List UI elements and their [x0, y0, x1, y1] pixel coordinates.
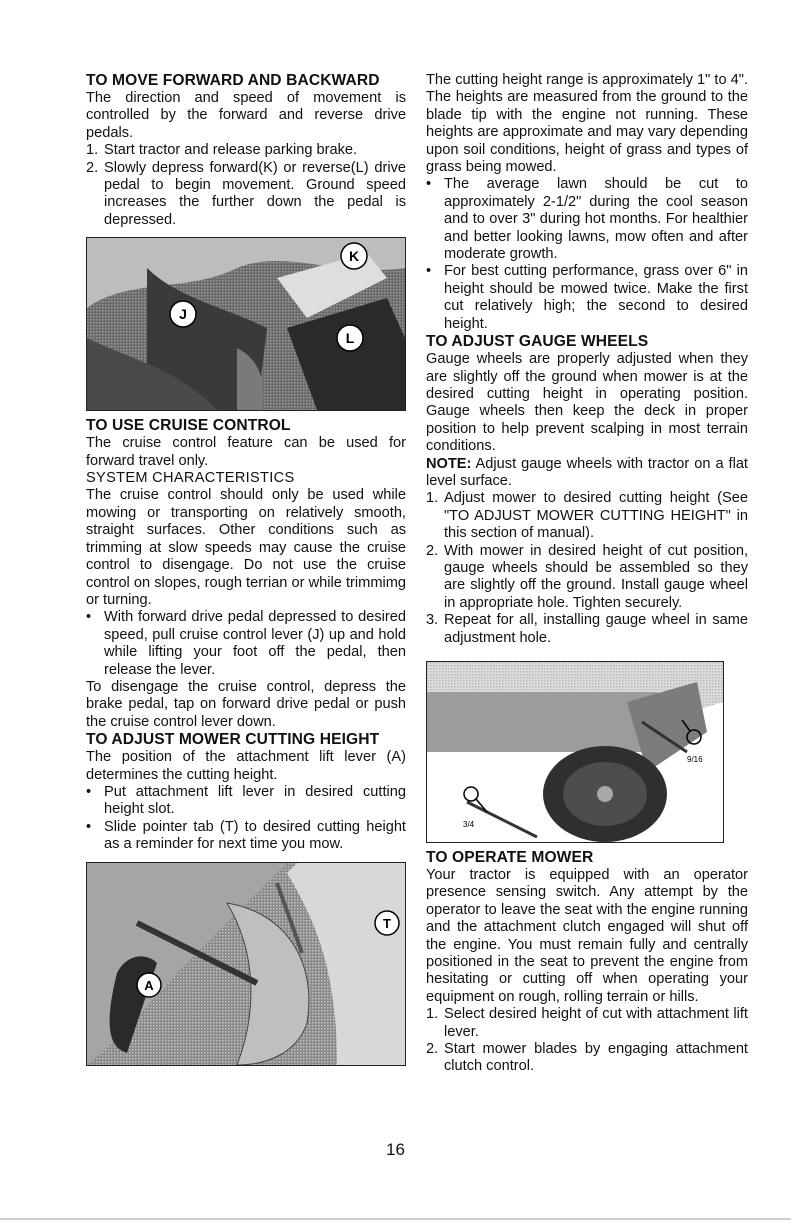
svg-text:L: L	[345, 330, 355, 347]
cruise-disengage-text: To disengage the cruise control, depress the brake pedal, tap on forward drive pedal or push the cruise control lever down.	[86, 678, 406, 730]
list-item: • The average lawn should be cut to approximately 2-1/2" during the cool season and to over 3" during hot months. For healthier and better looking lawns, mow often and after moderate growth.	[426, 176, 748, 263]
callout-j	[170, 301, 196, 327]
left-column	[86, 72, 406, 1072]
lift-lever-photo	[86, 862, 406, 1066]
callout-t	[375, 911, 399, 935]
cutting-height-bullets	[86, 784, 406, 854]
list-item: • With forward drive pedal depressed to desired speed, pull cruise control lever (J) up and hold while lifting your foot off the pedal, then release the lever.	[86, 609, 406, 678]
pedals-photo	[86, 237, 406, 411]
list-item: • For best cutting performance, grass over 6" in height should be mowed twice. Make the first cut relatively high; the second to desired height.	[426, 263, 748, 332]
heading-cutting-height: TO ADJUST MOWER CUTTING HEIGHT	[86, 731, 380, 749]
svg-text:T: T	[383, 915, 391, 931]
svg-text:A: A	[144, 977, 154, 993]
callout-a	[137, 973, 161, 997]
svg-text:K: K	[348, 248, 360, 265]
heading-move-forward-backward: TO MOVE FORWARD AND BACKWARD	[86, 72, 380, 89]
list-item: 2. With mower in desired height of cut position, gauge wheels should be assembled so they are slightly off the ground. Install gauge wheel in appropriate hole. Tighten securely.	[426, 542, 748, 611]
gauge-wheel-photo	[426, 661, 724, 843]
callout-k	[341, 243, 367, 269]
cruise-intro: The cruise control feature can be used for forward travel only.	[86, 435, 406, 469]
list-item: • Put attachment lift lever in desired cutting height slot.	[86, 783, 406, 818]
list-item: 1. Start tractor and release parking brake.	[86, 142, 358, 159]
cruise-bullets	[86, 609, 406, 679]
list-item: 1. Adjust mower to desired cutting height (See "TO ADJUST MOWER CUTTING HEIGHT" in this section of manual).	[426, 490, 748, 542]
list-item: 2. Start mower blades by engaging attachment clutch control.	[426, 1041, 748, 1075]
heading-operate-mower: TO OPERATE MOWER	[426, 849, 594, 866]
system-characteristics-subheading: SYSTEM CHARACTERISTICS	[86, 470, 295, 487]
operate-intro: Your tractor is equipped with an operator presence sensing switch. Any attempt by the operator to leave the seat with the engine running and the attachment clutch engaged will shut off the engine. You must remain fully and centrally positioned in the seat to prevent the engine from hesitating or cutting off when operating your equipment on rough, rolling terrain or hills.	[426, 867, 748, 1005]
callout-l	[337, 325, 363, 351]
move-intro: The direction and speed of movement is controlled by the forward and reverse drive pedals.	[86, 90, 406, 141]
list-item: • Slide pointer tab (T) to desired cutting height as a reminder for next time you mow.	[86, 818, 406, 853]
wrench-size-3-4: 3/4	[463, 820, 475, 829]
wrench-size-9-16: 9/16	[687, 755, 703, 764]
gauge-intro: Gauge wheels are properly adjusted when they are slightly off the ground when mower is at the desired cutting height in operating position. Gauge wheels then keep the deck in proper position to help prevent scalping in most terrain conditions.	[426, 351, 748, 455]
cutting-height-intro: The position of the attachment lift lever (A) determines the cutting height.	[86, 749, 406, 783]
page-number: 16	[386, 1140, 405, 1159]
list-item: 1. Select desired height of cut with attachment lift lever.	[426, 1006, 748, 1040]
gauge-note: NOTE: Adjust gauge wheels with tractor on a flat level surface.	[426, 455, 748, 489]
mowing-tips	[426, 176, 748, 333]
right-column	[426, 72, 748, 1076]
heading-gauge-wheels: TO ADJUST GAUGE WHEELS	[426, 333, 649, 351]
cutting-range-text: The cutting height range is approximately 1" to 4". The heights are measured from the ground to the blade tip with the engine not running. These heights are approximate and may vary depending upon soil conditions, height of grass and types of grass being mowed.	[426, 72, 748, 176]
gauge-steps	[426, 490, 748, 647]
list-item: 3. Repeat for all, installing gauge wheel in same adjustment hole.	[426, 612, 748, 646]
operate-steps	[426, 1006, 748, 1076]
scan-edge-bottom	[0, 1218, 791, 1220]
heading-cruise-control: TO USE CRUISE CONTROL	[86, 417, 291, 435]
list-item: 2. Slowly depress forward(K) or reverse(L) drive pedal to begin movement. Ground speed increases the further down the pedal is depressed.	[86, 159, 406, 228]
svg-text:J: J	[179, 306, 187, 323]
move-steps	[86, 142, 406, 229]
cruise-body: The cruise control should only be used while mowing or transporting on relatively smooth, straight surfaces. Other conditions such as trimming at slow speeds may cause the cruise control to disengage. Do not use the cruise control on slopes, rough terrian or while trimmimg or turning.	[86, 487, 406, 608]
